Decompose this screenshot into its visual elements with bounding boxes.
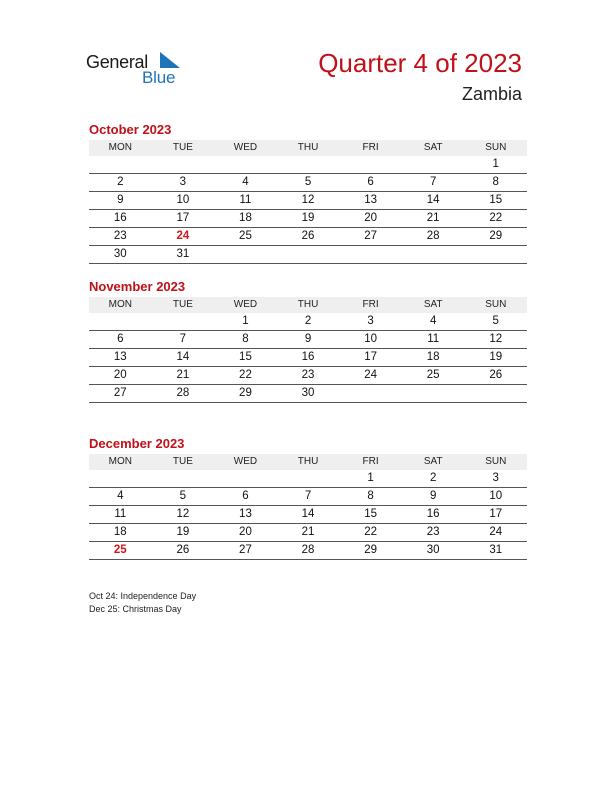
weekday-label: FRI <box>362 456 379 467</box>
week-row <box>89 192 527 210</box>
day-cell: 15 <box>489 194 503 206</box>
day-cell: 16 <box>426 508 440 520</box>
day-cell: 6 <box>367 176 374 188</box>
empty-day-cell <box>152 156 215 173</box>
week-row <box>89 385 527 403</box>
day-cell: 23 <box>301 369 315 381</box>
day-cell: 11 <box>239 194 252 206</box>
month-december <box>89 436 527 560</box>
day-cell: 28 <box>301 544 315 556</box>
week-row <box>89 349 527 367</box>
logo-general-text: General <box>86 52 148 72</box>
day-cell: 25 <box>239 230 252 242</box>
day-cell: 26 <box>301 230 315 242</box>
empty-day-cell <box>277 470 340 487</box>
day-cell: 21 <box>301 526 315 538</box>
day-cell: 9 <box>429 490 437 502</box>
holiday-day-cell: 24 <box>176 230 190 242</box>
empty-day-cell <box>339 156 402 173</box>
weekday-header-row <box>89 454 527 470</box>
week-row <box>89 331 527 349</box>
empty-day-cell <box>339 246 402 263</box>
week-row <box>89 228 527 246</box>
day-cell: 26 <box>489 369 503 381</box>
month-title: December 2023 <box>89 436 185 451</box>
day-cell: 19 <box>301 212 315 224</box>
day-cell: 9 <box>117 194 124 206</box>
day-cell: 12 <box>176 508 190 520</box>
day-cell: 16 <box>113 212 127 224</box>
day-cell: 29 <box>364 544 377 556</box>
day-cell: 28 <box>176 387 190 399</box>
logo <box>86 50 196 90</box>
day-cell: 31 <box>176 248 190 260</box>
day-cell: 20 <box>113 369 127 381</box>
weekday-label: THU <box>297 299 319 310</box>
empty-day-cell <box>152 470 215 487</box>
weekday-label: FRI <box>362 142 379 153</box>
weekday-label: WED <box>233 142 258 153</box>
day-cell: 19 <box>176 526 190 538</box>
day-cell: 16 <box>301 351 315 363</box>
empty-day-cell <box>464 385 527 402</box>
weekday-label: TUE <box>172 299 193 310</box>
empty-day-cell <box>152 313 215 330</box>
day-cell: 5 <box>492 315 499 327</box>
day-cell: 4 <box>117 490 124 502</box>
day-cell: 30 <box>301 387 315 399</box>
empty-day-cell <box>402 385 465 402</box>
weekday-label: MON <box>108 456 132 467</box>
day-cell: 27 <box>239 544 252 556</box>
week-row <box>89 156 527 174</box>
week-row <box>89 174 527 192</box>
weekday-label: FRI <box>362 299 379 310</box>
week-row <box>89 524 527 542</box>
weekday-label: MON <box>108 142 132 153</box>
day-cell: 22 <box>489 212 503 224</box>
holiday-day-cell: 25 <box>113 544 127 556</box>
day-cell: 30 <box>113 248 127 260</box>
day-cell: 18 <box>426 351 440 363</box>
week-row <box>89 210 527 228</box>
day-cell: 28 <box>426 230 440 242</box>
day-cell: 25 <box>426 369 440 381</box>
day-cell: 11 <box>114 508 127 520</box>
weekday-label: SUN <box>485 142 507 153</box>
weekday-header-row <box>89 140 527 156</box>
day-cell: 10 <box>176 194 190 206</box>
empty-day-cell <box>214 156 277 173</box>
day-cell: 10 <box>364 333 377 345</box>
day-cell: 24 <box>489 526 503 538</box>
day-cell: 1 <box>242 315 249 327</box>
week-row <box>89 246 527 264</box>
weekday-label: MON <box>108 299 132 310</box>
day-cell: 14 <box>301 508 315 520</box>
day-cell: 17 <box>176 212 190 224</box>
week-row <box>89 506 527 524</box>
day-cell: 1 <box>492 158 499 170</box>
day-cell: 7 <box>179 333 187 345</box>
day-cell: 24 <box>364 369 377 381</box>
empty-day-cell <box>464 246 527 263</box>
day-cell: 13 <box>239 508 252 520</box>
day-cell: 3 <box>367 315 374 327</box>
empty-day-cell <box>339 385 402 402</box>
week-row <box>89 470 527 488</box>
day-cell: 5 <box>179 490 187 502</box>
day-cell: 4 <box>242 176 249 188</box>
holiday-note: Oct 24: Independence Day <box>89 591 197 601</box>
day-cell: 11 <box>427 333 440 345</box>
weekday-header-row <box>89 297 527 313</box>
day-cell: 13 <box>113 351 127 363</box>
day-cell: 2 <box>304 315 312 327</box>
day-cell: 17 <box>364 351 377 363</box>
day-cell: 21 <box>176 369 190 381</box>
month-title: October 2023 <box>89 122 172 137</box>
day-cell: 29 <box>239 387 252 399</box>
day-cell: 15 <box>364 508 377 520</box>
month-title: November 2023 <box>89 279 186 294</box>
weekday-label: THU <box>297 456 319 467</box>
empty-day-cell <box>89 156 152 173</box>
day-cell: 22 <box>364 526 377 538</box>
day-cell: 8 <box>242 333 249 345</box>
weekday-label: THU <box>297 142 319 153</box>
day-cell: 7 <box>429 176 437 188</box>
empty-day-cell <box>402 156 465 173</box>
weekday-label: TUE <box>172 456 193 467</box>
day-cell: 10 <box>489 490 503 502</box>
weekday-label: SAT <box>423 142 443 153</box>
holiday-note: Dec 25: Christmas Day <box>89 604 182 614</box>
day-cell: 9 <box>304 333 312 345</box>
weekday-label: SUN <box>485 456 507 467</box>
day-cell: 14 <box>176 351 190 363</box>
day-cell: 13 <box>364 194 377 206</box>
day-cell: 26 <box>176 544 190 556</box>
day-cell: 8 <box>367 490 374 502</box>
weekday-label: TUE <box>172 142 193 153</box>
day-cell: 6 <box>117 333 124 345</box>
day-cell: 17 <box>489 508 503 520</box>
empty-day-cell <box>89 313 152 330</box>
empty-day-cell <box>89 470 152 487</box>
day-cell: 2 <box>429 472 437 484</box>
day-cell: 5 <box>304 176 312 188</box>
day-cell: 23 <box>426 526 440 538</box>
day-cell: 14 <box>426 194 440 206</box>
month-november <box>89 279 527 403</box>
country-name: Zambia <box>461 84 522 104</box>
day-cell: 21 <box>426 212 440 224</box>
week-row <box>89 313 527 331</box>
day-cell: 8 <box>492 176 499 188</box>
day-cell: 7 <box>304 490 312 502</box>
weekday-label: WED <box>233 456 258 467</box>
day-cell: 1 <box>367 472 374 484</box>
day-cell: 6 <box>242 490 249 502</box>
day-cell: 4 <box>429 315 437 327</box>
empty-day-cell <box>214 246 277 263</box>
day-cell: 2 <box>117 176 124 188</box>
weekday-label: SAT <box>423 299 443 310</box>
month-october <box>89 122 527 264</box>
day-cell: 27 <box>113 387 127 399</box>
day-cell: 22 <box>239 369 252 381</box>
empty-day-cell <box>277 246 340 263</box>
day-cell: 27 <box>364 230 377 242</box>
day-cell: 3 <box>492 472 499 484</box>
day-cell: 20 <box>239 526 252 538</box>
day-cell: 19 <box>489 351 503 363</box>
weekday-label: WED <box>233 299 258 310</box>
day-cell: 18 <box>239 212 252 224</box>
holiday-notes <box>89 590 196 616</box>
logo-blue-text: Blue <box>142 68 176 87</box>
day-cell: 15 <box>239 351 252 363</box>
day-cell: 3 <box>179 176 187 188</box>
empty-day-cell <box>277 156 340 173</box>
day-cell: 12 <box>489 333 503 345</box>
day-cell: 20 <box>364 212 377 224</box>
day-cell: 18 <box>113 526 127 538</box>
page-title: Quarter 4 of 2023 <box>318 48 522 78</box>
day-cell: 31 <box>489 544 503 556</box>
day-cell: 12 <box>301 194 315 206</box>
empty-day-cell <box>214 470 277 487</box>
week-row <box>89 488 527 506</box>
week-row <box>89 367 527 385</box>
weekday-label: SUN <box>485 299 507 310</box>
empty-day-cell <box>402 246 465 263</box>
day-cell: 29 <box>489 230 503 242</box>
week-row <box>89 542 527 560</box>
weekday-label: SAT <box>423 456 443 467</box>
day-cell: 23 <box>113 230 127 242</box>
day-cell: 30 <box>426 544 440 556</box>
